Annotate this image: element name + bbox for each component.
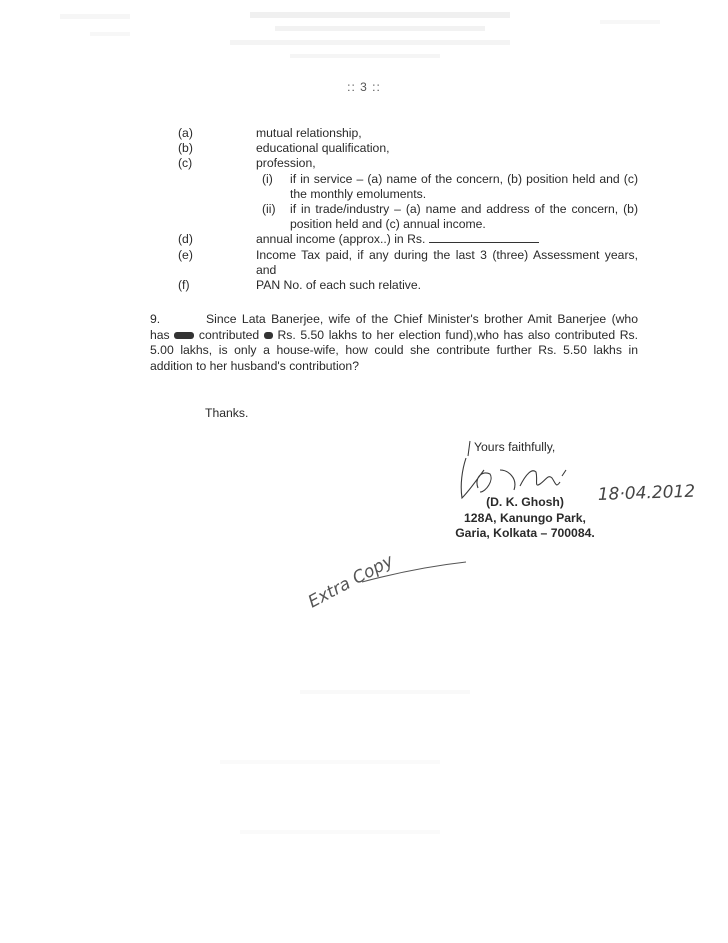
item-label: (e) (178, 247, 193, 262)
sub-item-text: if in service – (a) name of the concern, (b) position held and (c) the monthly emoluments. (290, 171, 638, 201)
item-label: (b) (178, 141, 193, 156)
handwritten-date: 18·04.2012 (597, 481, 696, 505)
thanks-line: Thanks. (205, 406, 249, 420)
redaction-mark (264, 332, 273, 339)
item-text-content: annual income (approx..) in Rs. (256, 232, 426, 247)
note-underline (362, 562, 466, 582)
signature-block (440, 495, 610, 542)
handwritten-signature (461, 458, 566, 498)
page-number: :: 3 :: (347, 80, 381, 94)
item-text: mutual relationship, (256, 126, 362, 140)
fill-in-blank (429, 232, 539, 243)
list-item (178, 278, 638, 293)
item-text: PAN No. of each such relative. (256, 278, 422, 293)
item-text: educational qualification, (256, 141, 390, 156)
sub-item-text: if in trade/industry – (a) name and address of the concern, (b) position held and (c) annual income. (290, 202, 638, 232)
sub-list-item (256, 172, 638, 202)
item-label: (a) (178, 126, 193, 140)
sub-list-item (256, 202, 638, 232)
list-item (178, 126, 638, 141)
paragraph-text-part3: Rs. 5.50 lakhs to her election fund),who has also contributed Rs. 5.00 lakhs, is only a house-wife, how could she contribute further Rs. 5.50 lakhs in addition to her husband's contribution? (150, 327, 639, 373)
item-label: (d) (178, 232, 193, 247)
item-label: (c) (178, 156, 193, 171)
relative-details-list (178, 126, 638, 293)
closing-line: Yours faithfully, (474, 440, 556, 454)
sub-item-label: (ii) (262, 202, 276, 217)
item-text (256, 232, 638, 247)
list-item (178, 232, 638, 247)
list-item (178, 248, 638, 278)
paragraph-number: 9. (150, 312, 161, 326)
sub-item-label: (i) (262, 171, 273, 186)
handwritten-note: Extra Copy (304, 550, 397, 613)
list-item (178, 156, 638, 171)
paragraph-9 (150, 312, 638, 374)
item-text: profession, (256, 156, 316, 171)
list-item (178, 141, 638, 156)
redaction-mark (174, 332, 194, 339)
paragraph-text-part1: Since Lata Banerjee, wife of the Chief Minister's brother Amit Banerjee (who has (150, 312, 638, 342)
item-text: Income Tax paid, if any during the last 3 (three) Assessment years, and (256, 247, 638, 277)
address-line-1: 128A, Kanungo Park, (464, 510, 586, 525)
paragraph-text-part2: contributed (198, 327, 260, 342)
item-label: (f) (178, 278, 190, 293)
signatory-name: (D. K. Ghosh) (486, 495, 564, 509)
closing-bracket (468, 441, 470, 456)
address-line-2: Garia, Kolkata – 700084. (455, 526, 595, 540)
